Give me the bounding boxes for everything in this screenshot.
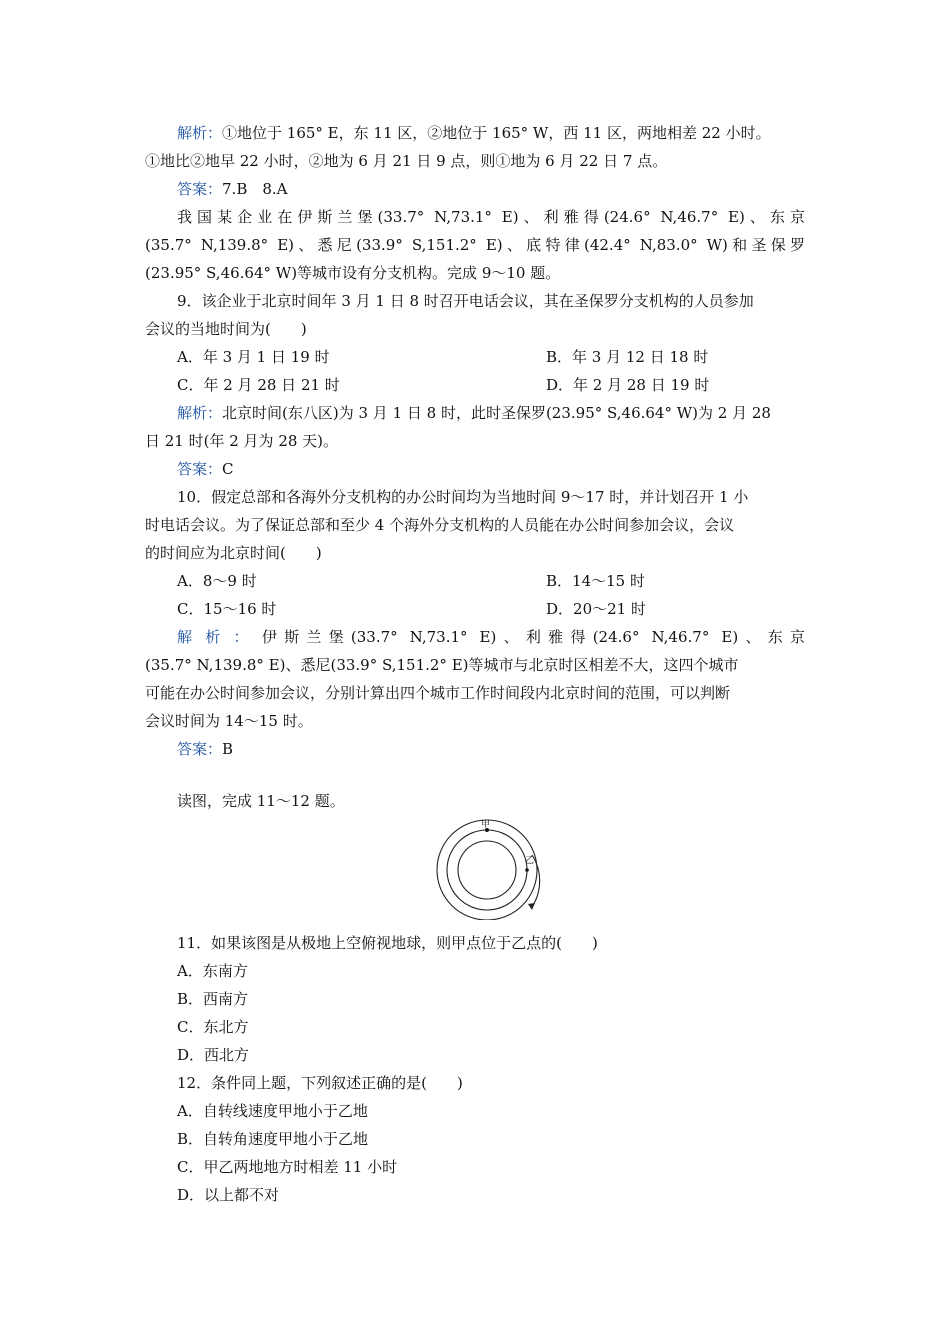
point-yi xyxy=(525,868,529,872)
inner-circle xyxy=(458,841,516,899)
q9-option-c: C．年 2 月 28 日 21 时 xyxy=(177,376,340,394)
label-jia: 甲 xyxy=(481,820,491,830)
q11-option-b: B．西南方 xyxy=(177,990,249,1008)
analysis-label: 解析： xyxy=(177,124,223,142)
q9-option-b: B．年 3 月 12 日 18 时 xyxy=(546,348,709,366)
q9-option-d: D．年 2 月 28 日 19 时 xyxy=(546,376,710,394)
intro-9-10-line1: 我国某企业在伊斯兰堡(33.7° N,73.1° E)、利雅得(24.6° N,46.7° E)、东京 xyxy=(177,208,805,226)
q10-stem-line2: 时电话会议。为了保证总部和至少 4 个海外分支机构的人员能在办公时间参加会议，会议 xyxy=(145,516,735,534)
arrow-head-icon xyxy=(528,903,535,910)
q9-stem-line2: 会议的当地时间为( ) xyxy=(145,320,307,338)
analysis-text: 伊斯兰堡(33.7° N,73.1° E)、利雅得(24.6° N,46.7° E)、东京 xyxy=(261,628,805,646)
q10-analysis-line2: (35.7° N,139.8° E)、悉尼(33.9° S,151.2° E)等城市与北京时区相差不大，这四个城市 xyxy=(145,656,739,674)
intro-9-10-line2: (35.7° N,139.8° E)、悉尼(33.9° S,151.2° E)、底特律(42.4° N,83.0° W)和圣保罗 xyxy=(145,236,805,254)
label-yi: 乙 xyxy=(525,856,535,866)
answer-label: 答案： xyxy=(177,460,223,478)
q11-option-a: A．东南方 xyxy=(177,962,248,980)
answer-label: 答案： xyxy=(177,740,223,758)
q9-option-a: A．年 3 月 1 日 19 时 xyxy=(177,348,330,366)
q9-analysis-line2: 日 21 时(年 2 月为 28 天)。 xyxy=(145,432,339,450)
analysis-text: ①地位于 165° E，东 11 区，②地位于 165° W，西 11 区，两地相差 22 小时。 xyxy=(222,124,771,142)
intro-11-12: 读图，完成 11～12 题。 xyxy=(177,792,345,810)
middle-circle xyxy=(447,830,527,910)
q10-stem-line3: 的时间应为北京时间( ) xyxy=(145,544,322,562)
analysis-label: 解析： xyxy=(177,404,223,422)
q9-answer xyxy=(177,459,234,479)
outer-circle xyxy=(437,820,537,920)
q7-8-answer xyxy=(177,179,288,199)
q12-option-c: C．甲乙两地地方时相差 11 小时 xyxy=(177,1158,398,1176)
q12-option-d: D．以上都不对 xyxy=(177,1186,280,1204)
q11-option-c: C．东北方 xyxy=(177,1018,249,1036)
q12-option-b: B．自转角速度甲地小于乙地 xyxy=(177,1130,369,1148)
q12-stem: 12．条件同上题，下列叙述正确的是( ) xyxy=(177,1074,463,1092)
polar-view-figure xyxy=(425,815,555,920)
q10-option-c: C．15～16 时 xyxy=(177,600,277,618)
q9-stem-line1: 9．该企业于北京时间年 3 月 1 日 8 时召开电话会议，其在圣保罗分支机构的人员参加 xyxy=(177,292,754,310)
q9-analysis-line1 xyxy=(177,403,771,423)
q10-analysis-line4: 会议时间为 14～15 时。 xyxy=(145,712,313,730)
answer-text: B xyxy=(222,740,234,758)
q10-option-d: D．20～21 时 xyxy=(546,600,646,618)
analysis-label: 解析： xyxy=(177,628,262,646)
q11-option-d: D．西北方 xyxy=(177,1046,250,1064)
q10-option-b: B．14～15 时 xyxy=(546,572,645,590)
analysis-text: 北京时间(东八区)为 3 月 1 日 8 时，此时圣保罗(23.95° S,46.64° W)为 2 月 28 xyxy=(222,404,771,422)
q10-option-a: A．8～9 时 xyxy=(177,572,257,590)
q11-stem: 11．如果该图是从极地上空俯视地球，则甲点位于乙点的( ) xyxy=(177,934,598,952)
q10-analysis-line1 xyxy=(177,627,805,647)
intro-9-10-line3: (23.95° S,46.64° W)等城市设有分支机构。完成 9～10 题。 xyxy=(145,264,561,282)
q7-8-analysis-line1 xyxy=(177,123,771,143)
q10-answer xyxy=(177,739,233,759)
answer-label: 答案： xyxy=(177,180,223,198)
answer-text: C xyxy=(222,460,234,478)
q10-stem-line1: 10．假定总部和各海外分支机构的办公时间均为当地时间 9～17 时，并计划召开 1 小 xyxy=(177,488,749,506)
q12-option-a: A．自转线速度甲地小于乙地 xyxy=(177,1102,368,1120)
q7-8-analysis-line2: ①地比②地早 22 小时，②地为 6 月 21 日 9 点，则①地为 6 月 22 日 7 点。 xyxy=(145,152,668,170)
answer-text: 7.B 8.A xyxy=(222,180,288,198)
q10-analysis-line3: 可能在办公时间参加会议，分别计算出四个城市工作时间段内北京时间的范围，可以判断 xyxy=(145,684,731,702)
